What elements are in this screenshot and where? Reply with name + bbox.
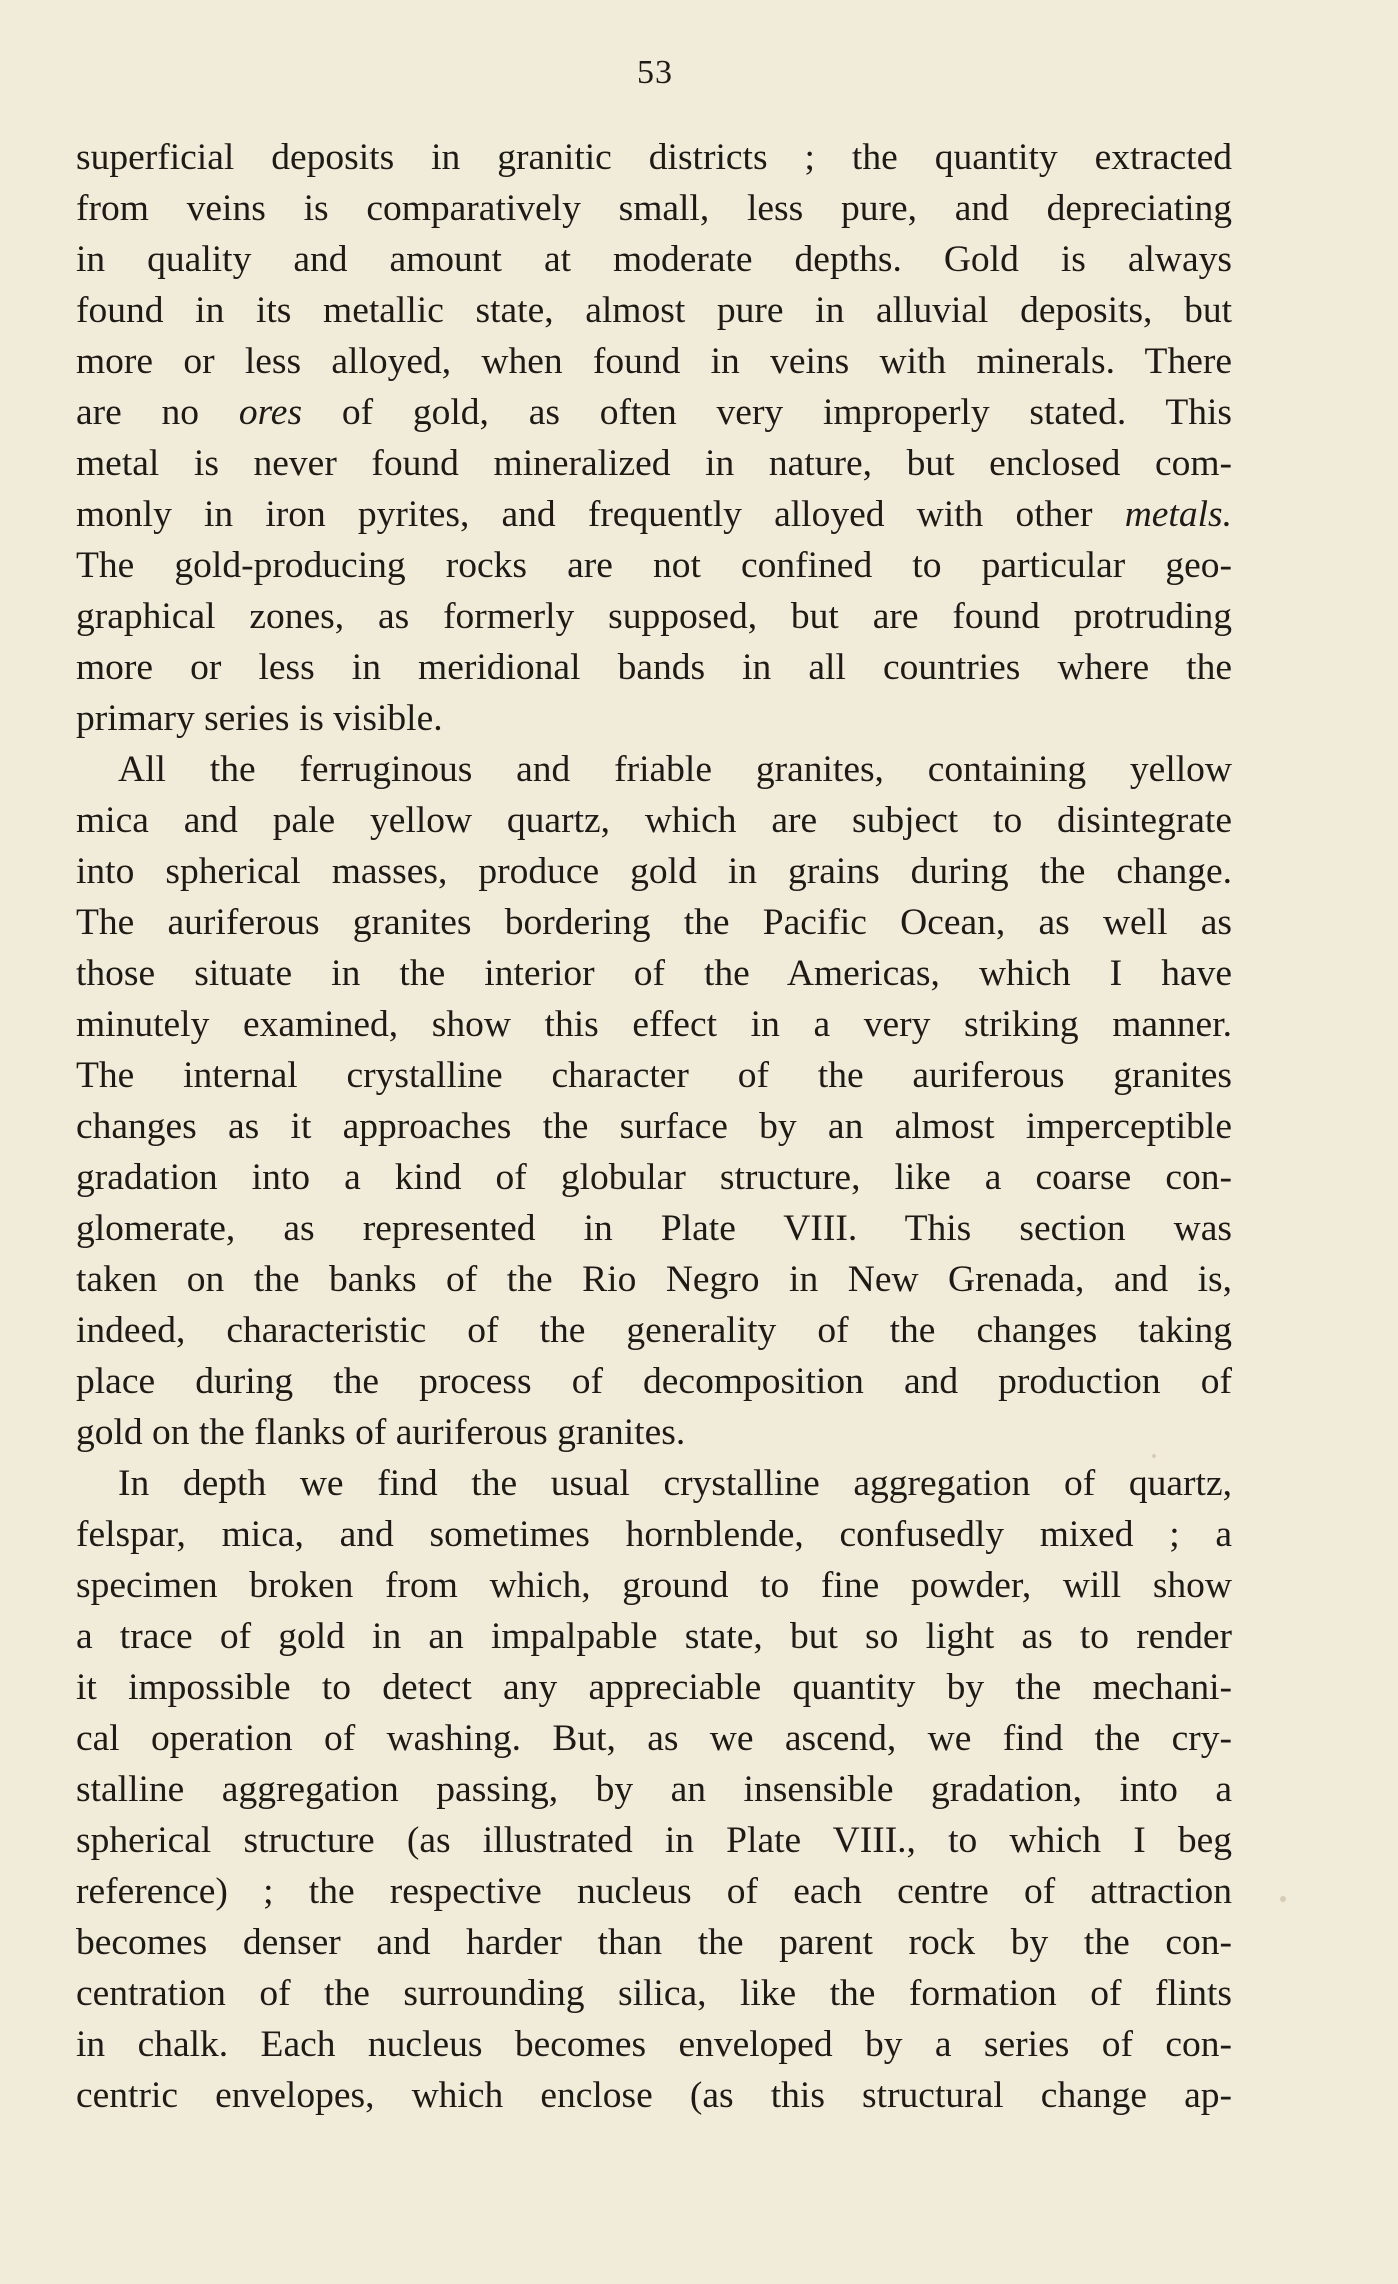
text-line: those situate in the interior of the Americas, which I have: [76, 953, 1232, 994]
text-line: felspar, mica, and sometimes hornblende, confusedly mixed ; a: [76, 1514, 1232, 1555]
text-line: stalline aggregation passing, by an insensible gradation, into a: [76, 1769, 1232, 1810]
text-line: indeed, characteristic of the generality of the changes taking: [76, 1310, 1232, 1351]
paragraph-end-line: gold on the flanks of auriferous granites.: [76, 1412, 686, 1453]
text-line: becomes denser and harder than the parent rock by the con-: [76, 1922, 1232, 1963]
text-line: a trace of gold in an impalpable state, but so light as to render: [76, 1616, 1232, 1657]
text-line: The auriferous granites bordering the Pacific Ocean, as well as: [76, 902, 1232, 943]
text-line: centration of the surrounding silica, like the formation of flints: [76, 1973, 1232, 2014]
text-line: [76, 387, 1232, 438]
text-line: glomerate, as represented in Plate VIII. This section was: [76, 1208, 1232, 1249]
text-line: gradation into a kind of globular structure, like a coarse con-: [76, 1157, 1232, 1198]
text-run: are no: [76, 392, 239, 433]
text-line: place during the process of decomposition and production of: [76, 1361, 1232, 1402]
text-line: The gold-producing rocks are not confined to particular geo-: [76, 545, 1232, 586]
text-line: changes as it approaches the surface by an almost imperceptible: [76, 1106, 1232, 1147]
paragraph-start-line: In depth we find the usual crystalline aggregation of quartz,: [118, 1463, 1232, 1504]
text-line: in quality and amount at moderate depths. Gold is always: [76, 239, 1232, 280]
text-line: minutely examined, show this effect in a very striking manner.: [76, 1004, 1232, 1045]
text-run: of gold, as often very improperly stated. This: [302, 392, 1233, 433]
text-line: it impossible to detect any appreciable quantity by the mechani-: [76, 1667, 1232, 1708]
text-line: The internal crystalline character of the auriferous granites: [76, 1055, 1232, 1096]
text-line: more or less in meridional bands in all countries where the: [76, 647, 1232, 688]
text-line: [76, 489, 1232, 540]
italic-word: metals.: [1124, 494, 1232, 535]
text-line: superficial deposits in granitic districts ; the quantity extracted: [76, 137, 1232, 178]
text-line: centric envelopes, which enclose (as this structural change ap-: [76, 2075, 1232, 2116]
text-line: metal is never found mineralized in nature, but enclosed com-: [76, 443, 1232, 484]
text-line: graphical zones, as formerly supposed, but are found protruding: [76, 596, 1232, 637]
text-line: in chalk. Each nucleus becomes enveloped by a series of con-: [76, 2024, 1232, 2065]
paper-speck: [1152, 1454, 1156, 1458]
paragraph-end-line: primary series is visible.: [76, 698, 443, 739]
text-line: from veins is comparatively small, less pure, and depreciating: [76, 188, 1232, 229]
text-line: specimen broken from which, ground to fine powder, will show: [76, 1565, 1232, 1606]
text-line: mica and pale yellow quartz, which are subject to disintegrate: [76, 800, 1232, 841]
text-line: taken on the banks of the Rio Negro in New Grenada, and is,: [76, 1259, 1232, 1300]
text-line: spherical structure (as illustrated in Plate VIII., to which I beg: [76, 1820, 1232, 1861]
text-line: reference) ; the respective nucleus of each centre of attraction: [76, 1871, 1232, 1912]
text-line: cal operation of washing. But, as we ascend, we find the cry-: [76, 1718, 1232, 1759]
text-line: into spherical masses, produce gold in grains during the change.: [76, 851, 1232, 892]
italic-word: ores: [238, 392, 303, 433]
text-line: found in its metallic state, almost pure in alluvial deposits, but: [76, 290, 1232, 331]
body-text: [76, 132, 1232, 2121]
text-run: monly in iron pyrites, and frequently alloyed with other: [76, 494, 1125, 535]
page-number: 53: [637, 54, 673, 91]
text-line: more or less alloyed, when found in veins with minerals. There: [76, 341, 1232, 382]
paragraph-start-line: All the ferruginous and friable granites, containing yellow: [118, 749, 1232, 790]
paper-speck: [1280, 1896, 1286, 1902]
